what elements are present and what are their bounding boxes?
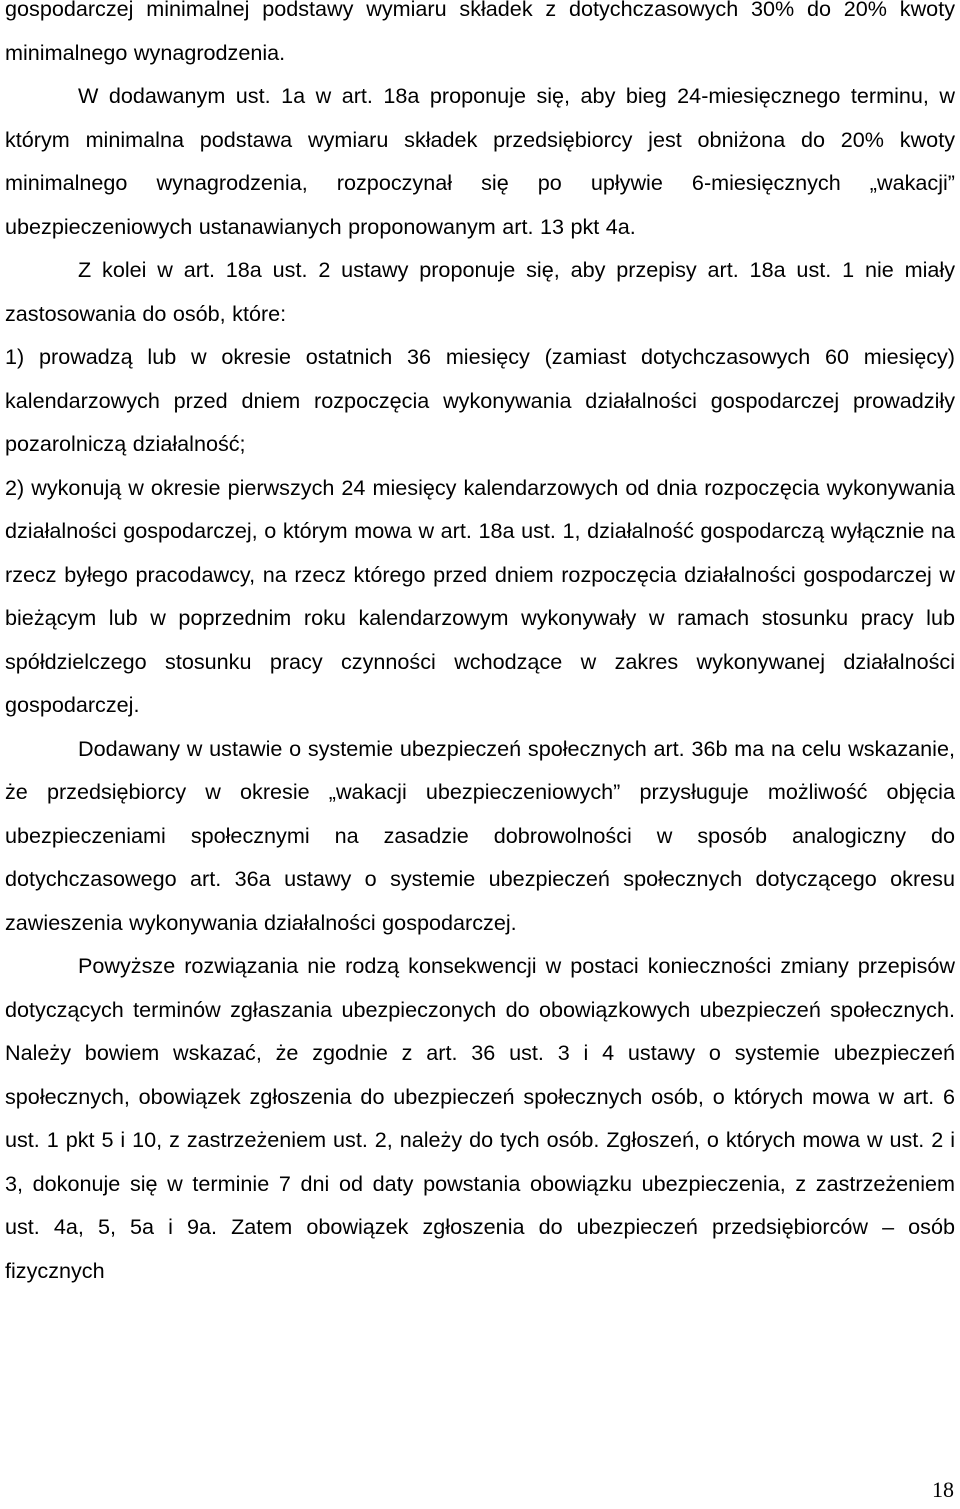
list-item-1: 1) prowadzą lub w okresie ostatnich 36 miesięcy (zamiast dotychczasowych 60 miesięcy) kalendarzowych przed dniem rozpoczęcia wykonywania działalności gospodarczej prowadziły pozarolniczą działalność; [5, 344, 955, 456]
paragraph-5: Powyższe rozwiązania nie rodzą konsekwencji w postaci konieczności zmiany przepisów dotyczących terminów zgłaszania ubezpieczonych do obowiązkowych ubezpieczeń społecznych. Należy bowiem wskazać, że zgodnie z art. 36 ust. 3 i 4 ustawy o systemie ubezpieczeń społecznych, obowiązek zgłoszenia do ubezpieczeń społecznych osób, o których mowa w art. 6 ust. 1 pkt 5 i 10, z zastrzeżeniem ust. 2, należy do tych osób. Zgłoszeń, o których mowa w ust. 2 i 3, dokonuje się w terminie 7 dni od daty powstania obowiązku ubezpieczenia, z zastrzeżeniem ust. 4a, 5, 5a i 9a. Zatem obowiązek zgłoszenia do ubezpieczeń przedsiębiorców – osób fizycznych [5, 953, 955, 1283]
paragraph-3: Z kolei w art. 18a ust. 2 ustawy proponuje się, aby przepisy art. 18a ust. 1 nie miały zastosowania do osób, które: [5, 257, 955, 326]
paragraph-4: Dodawany w ustawie o systemie ubezpieczeń społecznych art. 36b ma na celu wskazanie, że przedsiębiorcy w okresie „wakacji ubezpieczeniowych” przysługuje możliwość objęcia ubezpieczeniami społecznymi na zasadzie dobrowolności w sposób analogiczny do dotychczasowego art. 36a ustawy o systemie ubezpieczeń społecznych dotyczącego okresu zawieszenia wykonywania działalności gospodarczej. [5, 735, 955, 935]
paragraph-2: W dodawanym ust. 1a w art. 18a proponuje się, aby bieg 24-miesięcznego terminu, w którym minimalna podstawa wymiaru składek przedsiębiorcy jest obniżona do 20% kwoty minimalnego wynagrodzenia, rozpoczynał się po upływie 6-miesięcznych „wakacji” ubezpieczeniowych ustanawianych proponowanym art. 13 pkt 4a. [5, 83, 955, 239]
page-number: 18 [932, 1477, 954, 1502]
document-page [5, 0, 955, 1292]
list-item-2: 2) wykonują w okresie pierwszych 24 miesięcy kalendarzowych od dnia rozpoczęcia wykonywania działalności gospodarczej, o którym mowa w art. 18a ust. 1, działalność gospodarczą wyłącznie na rzecz byłego pracodawcy, na rzecz którego przed dniem rozpoczęcia działalności gospodarczej w bieżącym lub w poprzednim roku kalendarzowym wykonywały w ramach stosunku pracy lub spółdzielczego stosunku pracy czynności wchodzące w zakres wykonywanej działalności gospodarczej. [5, 474, 955, 717]
paragraph-1: gospodarczej minimalnej podstawy wymiaru składek z dotychczasowych 30% do 20% kwoty minimalnego wynagrodzenia. [5, 0, 955, 65]
